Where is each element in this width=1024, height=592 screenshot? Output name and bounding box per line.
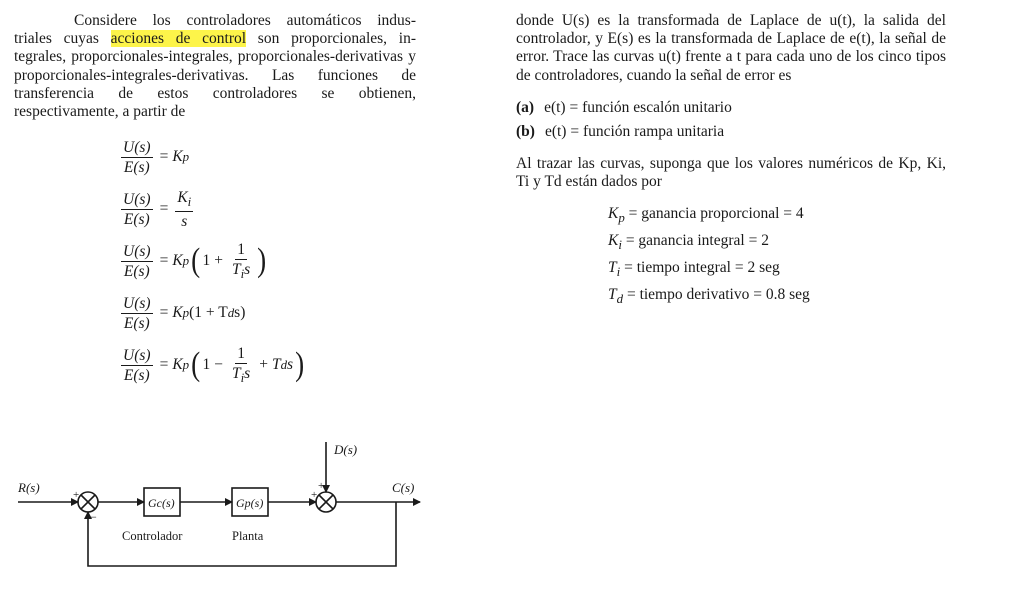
s-variable: s xyxy=(287,356,294,374)
ratio-numerator: U(s) xyxy=(123,346,151,364)
ti-symbol: T xyxy=(231,260,241,278)
item-a-tag: (a) xyxy=(516,98,535,116)
ti-subscript: i xyxy=(240,369,245,385)
sum2-plus-left: + xyxy=(311,489,318,501)
controller-caption: Controlador xyxy=(122,529,183,543)
equation-integral xyxy=(118,183,416,235)
ratio-numerator: U(s) xyxy=(123,138,151,156)
kp-symbol: K xyxy=(172,356,183,374)
ti-symbol: T xyxy=(231,364,241,382)
intro-line-2-post: son proporcionales, in- xyxy=(246,30,417,48)
left-column xyxy=(14,12,416,391)
s-variable: s xyxy=(244,260,251,278)
ki-over-s-fraction xyxy=(175,189,193,230)
one: 1 xyxy=(202,252,211,270)
sum1-plus-sign: + xyxy=(73,489,80,501)
td-subscript: d xyxy=(280,357,288,373)
signal-items xyxy=(516,99,946,141)
param-ti-text: = tiempo integral = 2 seg xyxy=(620,258,780,276)
intro-line-2-pre: triales cuyas xyxy=(14,30,111,48)
equals-sign: = xyxy=(159,148,169,166)
ratio-denominator: E(s) xyxy=(123,314,150,332)
one: 1 xyxy=(202,356,211,374)
tis-denominator xyxy=(230,260,252,282)
output-label: C(s) xyxy=(392,480,415,495)
ratio-numerator: U(s) xyxy=(123,294,151,312)
param-td xyxy=(608,283,946,310)
sum1-minus-sign: − xyxy=(90,510,97,524)
one-over-tis-fraction xyxy=(230,345,252,386)
kp-subscript: p xyxy=(182,357,190,373)
ratio-fraction xyxy=(121,347,153,384)
param-ki-symbol: K xyxy=(608,231,619,249)
ratio-denominator: E(s) xyxy=(123,366,150,384)
pd-expression-tail: s) xyxy=(234,304,246,322)
ratio-numerator: U(s) xyxy=(123,242,151,260)
kp-subscript: p xyxy=(182,253,190,269)
s-denominator: s xyxy=(181,212,188,230)
item-a xyxy=(516,99,946,117)
ratio-denominator: E(s) xyxy=(123,262,150,280)
right-paren: ) xyxy=(257,242,267,280)
param-kp xyxy=(608,202,946,229)
ratio-fraction xyxy=(121,243,153,280)
param-kp-symbol: K xyxy=(608,204,619,222)
param-td-symbol: T xyxy=(608,285,617,303)
sum2-plus-top: + xyxy=(318,480,325,492)
intro-rest: tegrales, proporcionales-integrales, proporcionales-derivativas y proporcionales-integrales-derivativas. Las funciones de transferencia de estos controladores se obtienen, respectivamente, a partir de xyxy=(14,48,416,121)
equals-sign: = xyxy=(159,252,169,270)
equation-list xyxy=(118,131,416,391)
one-over-tis-fraction xyxy=(230,241,252,282)
plus-sign: + xyxy=(214,252,223,270)
ki-subscript: i xyxy=(187,193,192,209)
disturbance-label: D(s) xyxy=(334,442,358,457)
pd-expression: (1 + T xyxy=(189,304,228,322)
left-paren: ( xyxy=(191,242,201,280)
kp-symbol: K xyxy=(172,304,183,322)
s-variable: s xyxy=(244,364,251,382)
plant-caption: Planta xyxy=(232,529,264,543)
param-ki xyxy=(608,229,946,256)
equation-pid xyxy=(118,339,416,391)
equals-sign: = xyxy=(159,304,169,322)
kp-symbol: K xyxy=(172,148,183,166)
params-intro: Al trazar las curvas, suponga que los valores numéricos de Kp, Ki, Ti y Td están dados por xyxy=(516,155,946,191)
ratio-denominator: E(s) xyxy=(123,158,150,176)
param-list xyxy=(608,202,946,310)
param-ti xyxy=(608,256,946,283)
minus-sign: − xyxy=(214,356,223,374)
param-kp-sub: p xyxy=(618,209,625,225)
param-ti-sub: i xyxy=(616,263,621,279)
kp-symbol: K xyxy=(172,252,183,270)
ratio-fraction xyxy=(121,191,153,228)
equals-sign: = xyxy=(159,200,169,218)
td-subscript: d xyxy=(227,305,235,321)
block-diagram xyxy=(0,428,440,578)
equation-proportional-derivative xyxy=(118,287,416,339)
ratio-fraction xyxy=(121,295,153,332)
one-numerator: 1 xyxy=(237,240,245,258)
ki-numerator xyxy=(175,189,193,212)
left-paren: ( xyxy=(191,346,201,384)
plant-block-label: Gp(s) xyxy=(236,496,264,510)
ratio-fraction xyxy=(121,139,153,176)
input-label: R(s) xyxy=(18,480,40,495)
param-td-text: = tiempo derivativo = 0.8 seg xyxy=(623,285,810,303)
ratio-numerator: U(s) xyxy=(123,190,151,208)
item-b-tag: (b) xyxy=(516,123,535,141)
plus-sign: + xyxy=(259,356,268,374)
intro-line-1: Considere los controladores automáticos indus- xyxy=(74,12,416,29)
tis-denominator xyxy=(230,364,252,386)
param-ti-symbol: T xyxy=(608,258,617,276)
right-column xyxy=(516,12,946,310)
ti-subscript: i xyxy=(240,265,245,281)
right-paren: ) xyxy=(295,346,305,384)
highlighted-phrase: acciones de control xyxy=(110,30,247,48)
one-numerator: 1 xyxy=(237,344,245,362)
equation-proportional-integral xyxy=(118,235,416,287)
item-b-text: e(t) = función rampa unitaria xyxy=(544,123,725,141)
laplace-paragraph: donde U(s) es la transformada de Laplace de u(t), la salida del controlador, y E(s) es la transformada de Laplace de e(t), la señal de error. Trace las curvas u(t) frente a t para cada uno de los cinco tipos de controladores, cuando la señal de error es xyxy=(516,12,946,84)
td-symbol: T xyxy=(271,356,281,374)
param-ki-sub: i xyxy=(618,236,622,252)
kp-subscript: p xyxy=(182,149,190,165)
param-ki-text: = ganancia integral = 2 xyxy=(621,231,769,249)
param-td-sub: d xyxy=(616,291,624,306)
equals-sign: = xyxy=(159,356,169,374)
equation-proportional xyxy=(118,131,416,183)
item-b xyxy=(516,123,946,141)
param-kp-text: = ganancia proporcional = 4 xyxy=(624,204,804,222)
ki-symbol: K xyxy=(177,188,188,206)
controller-block-label: Gc(s) xyxy=(148,496,175,510)
intro-line-2 xyxy=(14,30,416,48)
ratio-denominator: E(s) xyxy=(123,210,150,228)
kp-subscript: p xyxy=(182,305,190,321)
item-a-text: e(t) = función escalón unitario xyxy=(544,98,732,116)
intro-paragraph xyxy=(14,12,416,121)
